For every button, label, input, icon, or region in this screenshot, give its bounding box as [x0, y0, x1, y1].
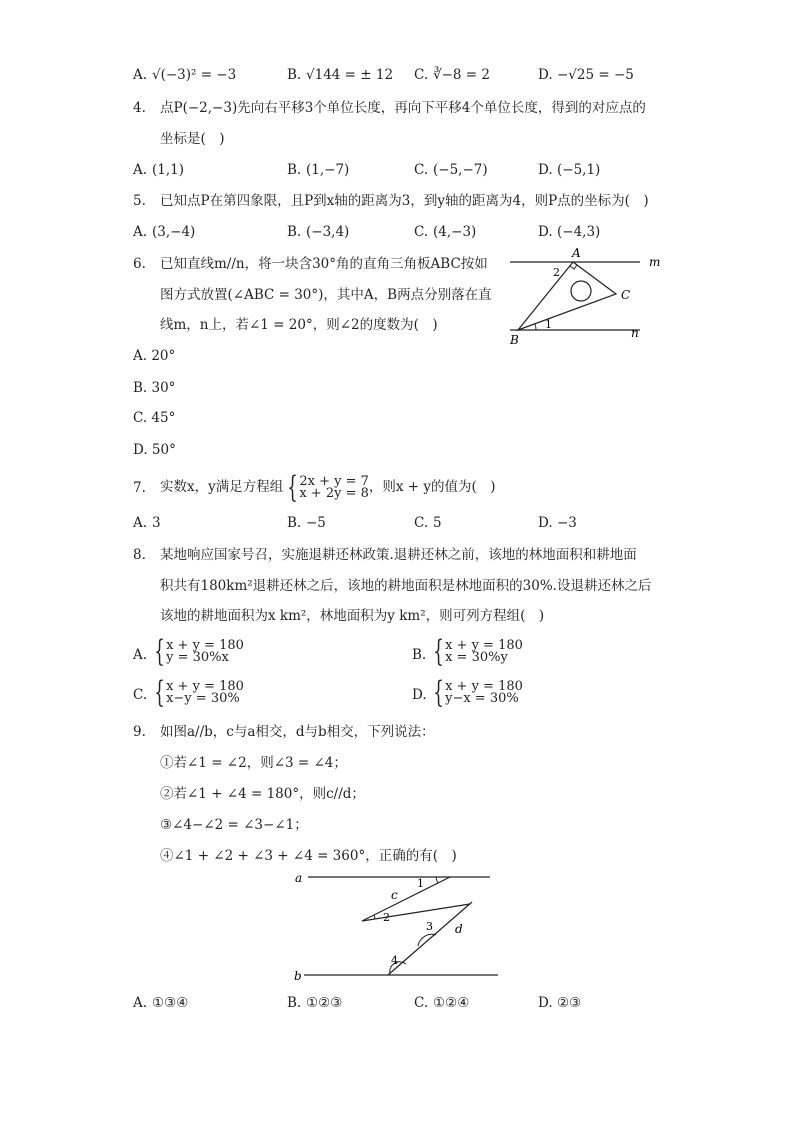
option-text: (4,−3): [433, 224, 477, 240]
option-text: √144 = ± 12: [306, 67, 394, 83]
statement-4: ④∠1 + ∠2 + ∠3 + ∠4 = 360°，正确的有( ): [160, 848, 457, 864]
option-label: C.: [414, 224, 429, 240]
brace-icon: {: [433, 633, 444, 669]
statement-2: ②若∠1 + ∠4 = 180°，则c//d；: [160, 786, 365, 802]
option-label: D.: [538, 224, 553, 240]
option-label: D.: [538, 515, 553, 531]
option-label: B.: [287, 162, 302, 178]
q7-pre: 实数x，y满足方程组: [160, 479, 284, 495]
question-text: 坐标是( ): [160, 131, 225, 147]
equation-2: x + 2y = 8: [299, 485, 369, 501]
parallel-lines-figure: [290, 866, 505, 986]
option-label: C.: [133, 687, 148, 703]
label-m: m: [649, 255, 661, 269]
option-label: B.: [412, 647, 427, 663]
question-text: 如图a//b，c与a相交，d与b相交，下列说法：: [160, 724, 435, 740]
option-label: C.: [414, 995, 429, 1011]
option-label: D.: [538, 995, 553, 1011]
option-text: (3,−4): [152, 224, 196, 240]
option-label: A.: [133, 647, 148, 663]
label-c: c: [391, 888, 398, 902]
option-text: (−5,1): [557, 162, 601, 178]
equation-1: x + y = 180: [445, 637, 523, 653]
option-equations: [429, 675, 523, 709]
equation-1: x + y = 180: [445, 678, 523, 694]
option-text: ①②③: [306, 995, 343, 1011]
option-equations: [150, 634, 244, 668]
option-label: C.: [414, 67, 429, 83]
option-label: A.: [133, 995, 148, 1011]
option-label: D.: [538, 162, 553, 178]
option-text: (−4,3): [557, 224, 601, 240]
option-label: A.: [133, 515, 148, 531]
option-label: C.: [414, 162, 429, 178]
brace-icon: {: [433, 674, 444, 710]
question-number: 9.: [133, 724, 146, 740]
option-text: −5: [306, 515, 326, 531]
label-angle-1: 1: [545, 318, 552, 331]
question-text: 图方式放置(∠ABC = 30°)，其中A，B两点分别落在直: [160, 287, 492, 303]
equation-system: [299, 473, 369, 501]
label-angle-4: 4: [391, 954, 398, 967]
option-text: ①③④: [152, 995, 189, 1011]
label-d: d: [455, 922, 463, 936]
label-n: n: [631, 326, 639, 340]
option-text: 5: [433, 515, 442, 531]
question-number: 8.: [133, 547, 146, 563]
equation-2: y = 30%x: [166, 649, 229, 665]
equation-2: x−y = 30%: [166, 690, 240, 706]
option-label: A.: [133, 67, 148, 83]
option-text: −3: [557, 515, 577, 531]
question-text: 该地的耕地面积为x km²，林地面积为y km²，则可列方程组( ): [160, 608, 545, 624]
question-text: 积共有180km²退耕还林之后，该地的耕地面积是林地面积的30%.设退耕还林之后: [160, 578, 652, 594]
option-label: A.: [133, 162, 148, 178]
question-number: 4.: [133, 100, 146, 116]
option-text: √(−3)² = −3: [152, 67, 237, 83]
option-text: A. 20°: [133, 348, 176, 364]
option-text: D. 50°: [133, 442, 176, 458]
label-angle-3: 3: [426, 920, 433, 933]
equation-1: x + y = 180: [166, 637, 244, 653]
option-text: −√25 = −5: [557, 67, 634, 83]
label-a: a: [295, 871, 303, 885]
option-text: ①②④: [433, 995, 470, 1011]
option-equations: [150, 675, 244, 709]
question-text: 线m，n上，若∠1 = 20°，则∠2的度数为( ): [160, 317, 438, 333]
label-C: C: [621, 288, 631, 302]
option-text: 3: [152, 515, 161, 531]
question-text: 已知点P在第四象限，且P到x轴的距离为3，到y轴的距离为4，则P点的坐标为( ): [160, 193, 649, 209]
option-text: (−3,4): [306, 224, 350, 240]
brace-icon: {: [287, 469, 299, 505]
label-B: B: [510, 333, 519, 347]
option-label: C.: [414, 515, 429, 531]
question-text: [160, 470, 496, 504]
option-text: (−5,−7): [433, 162, 488, 178]
label-A: A: [572, 246, 581, 260]
option-text: (1,1): [152, 162, 185, 178]
question-number: 5.: [133, 193, 146, 209]
option-label: A.: [133, 224, 148, 240]
option-equations: [429, 634, 523, 668]
question-text: 点P(−2,−3)先向右平移3个单位长度，再向下平移4个单位长度，得到的对应点的: [160, 100, 646, 116]
option-text: (1,−7): [306, 162, 350, 178]
option-label: B.: [287, 995, 302, 1011]
triangle-figure: [500, 246, 670, 348]
question-number: 6.: [133, 256, 146, 272]
equation-2: y−x = 30%: [445, 690, 519, 706]
brace-icon: {: [154, 633, 165, 669]
question-text: 已知直线m//n，将一块含30°角的直角三角板ABC按如: [160, 256, 488, 272]
option-text: ∛−8 = 2: [433, 67, 490, 83]
option-text: C. 45°: [133, 410, 176, 426]
question-text: 某地响应国家号召，实施退耕还林政策.退耕还林之前，该地的林地面积和耕地面: [160, 547, 637, 563]
option-label: D.: [412, 687, 427, 703]
brace-icon: {: [154, 674, 165, 710]
label-angle-2: 2: [553, 266, 560, 279]
statement-3: ③∠4−∠2 = ∠3−∠1；: [160, 817, 308, 833]
question-number: 7.: [133, 480, 146, 496]
equation-1: 2x + y = 7: [299, 473, 369, 489]
label-b: b: [294, 969, 302, 983]
label-angle-1: 1: [417, 877, 424, 890]
q7-post: ，则x + y的值为( ): [368, 479, 496, 495]
option-label: B.: [287, 67, 302, 83]
label-angle-2: 2: [383, 911, 390, 924]
option-label: B.: [287, 224, 302, 240]
equation-1: x + y = 180: [166, 678, 244, 694]
option-label: B.: [287, 515, 302, 531]
option-text: ②③: [557, 995, 582, 1011]
option-label: D.: [538, 67, 553, 83]
statement-1: ①若∠1 = ∠2，则∠3 = ∠4；: [160, 755, 347, 771]
equation-2: x = 30%y: [445, 649, 508, 665]
option-text: B. 30°: [133, 380, 176, 396]
